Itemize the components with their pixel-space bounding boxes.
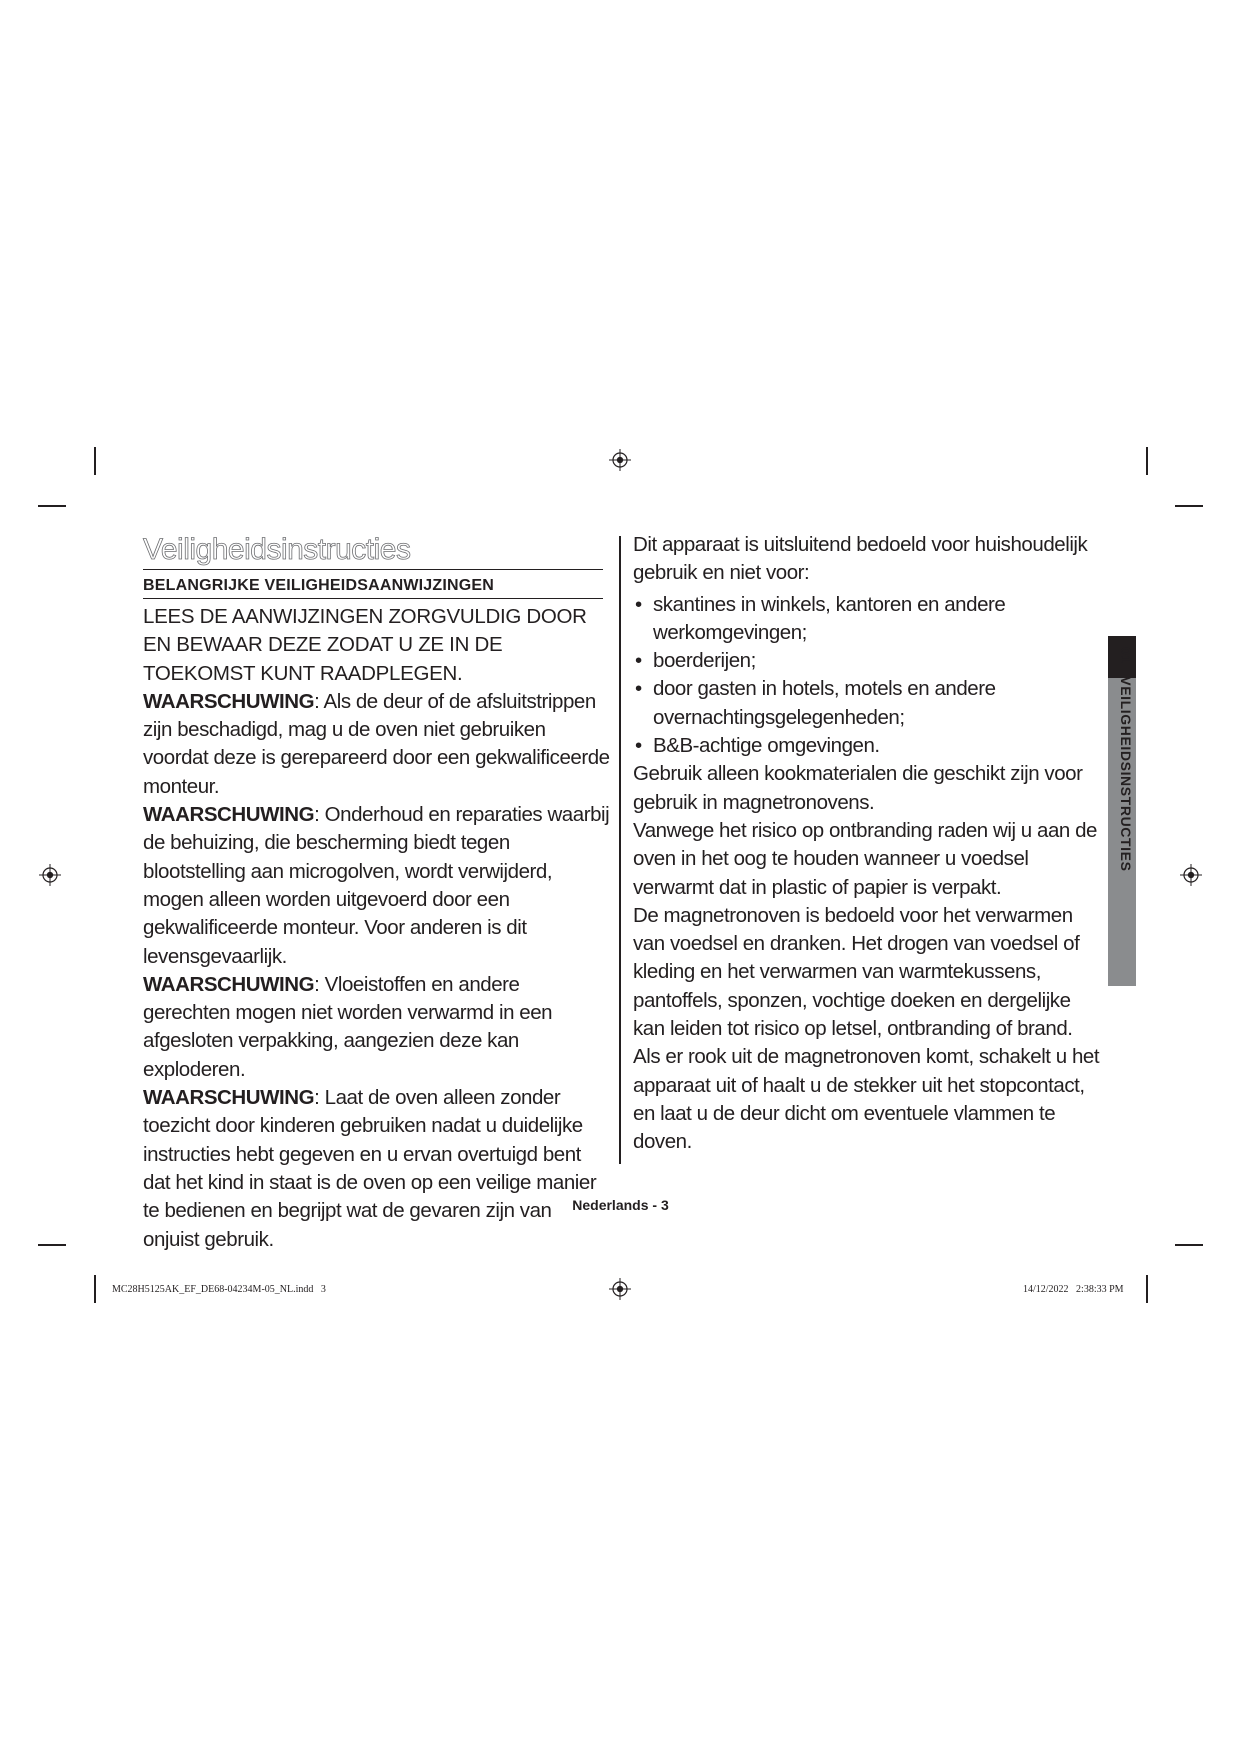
warning-paragraph	[143, 971, 611, 1084]
body-paragraph: Gebruik alleen kookmaterialen die geschikt zijn voor gebruik in magnetronovens.	[633, 762, 1083, 814]
registration-mark-icon	[609, 449, 631, 471]
chapter-side-label	[1114, 647, 1134, 907]
warning-text: : Onderhoud en reparaties waarbij de behuizing, die bescherming biedt tegen blootstelling aan microgolven, wordt verwijderd, mogen alleen worden uitgevoerd door een gekwalificeerde monteur. Voor anderen is dit levensgevaarlijk.	[143, 803, 610, 968]
crop-mark	[1146, 447, 1148, 475]
list-item: • door gasten in hotels, motels en andere overnachtingsgelegenheden;	[635, 677, 996, 729]
list-item: • B&B-achtige omgevingen.	[633, 732, 1103, 760]
body-paragraph: Als er rook uit de magnetronoven komt, schakelt u het apparaat uit of haalt u de stekker uit het stopcontact, en laat u de deur dicht om eventuele vlammen te doven.	[633, 1045, 1100, 1154]
registration-mark-icon	[1180, 864, 1202, 886]
left-column	[143, 603, 611, 1254]
registration-mark-icon	[609, 1278, 631, 1300]
chapter-title: VEILIGHEIDSINSTRUCTIES	[1118, 676, 1134, 872]
crop-mark	[94, 1275, 96, 1303]
registration-mark-icon	[39, 864, 61, 886]
bullet-icon: •	[635, 677, 642, 701]
warning-paragraph	[143, 688, 611, 801]
column-divider	[619, 536, 621, 1164]
crop-mark	[1146, 1275, 1148, 1303]
warning-text: : Vloeistoffen en andere gerechten mogen niet worden verwarmd in een afgesloten verpakking, aangezien deze kan exploderen.	[143, 972, 553, 1081]
section-title: Veiligheidsinstructies	[143, 532, 603, 570]
bullet-icon: •	[635, 649, 642, 673]
warning-label: WAARSCHUWING	[143, 689, 315, 713]
bullet-icon: •	[635, 592, 642, 616]
crop-mark	[1175, 505, 1203, 507]
crop-mark	[94, 447, 96, 475]
warning-paragraph	[143, 801, 611, 971]
chapter-number: 01	[1118, 647, 1134, 664]
exclusion-list	[633, 591, 1103, 761]
warning-label: WAARSCHUWING	[143, 972, 315, 996]
warning-paragraph	[143, 1084, 611, 1254]
page-number: Nederlands - 3	[572, 1197, 669, 1213]
warning-label: WAARSCHUWING	[143, 803, 315, 827]
crop-mark	[38, 505, 66, 507]
warning-text: : Laat de oven alleen zonder toezicht door kinderen gebruiken nadat u duidelijke instructies hebt gegeven en u ervan overtuigd bent dat het kind in staat is de oven op een veilige manier te bedienen en begrijpt wat de gevaren zijn van onjuist gebruik.	[143, 1086, 597, 1251]
body-paragraph: De magnetronoven is bedoeld voor het verwarmen van voedsel en dranken. Het drogen van voedsel of kleding en het verwarmen van warmtekussens, pantoffels, sponzen, vochtige doeken en dergelijke kan leiden tot risico op letsel, ontbranding of brand.	[633, 903, 1080, 1041]
household-use-intro: Dit apparaat is uitsluitend bedoeld voor huishoudelijk gebruik en niet voor:	[633, 533, 1088, 585]
crop-mark	[1175, 1244, 1203, 1246]
bullet-icon: •	[635, 734, 642, 758]
body-paragraph: Vanwege het risico op ontbranding raden wij u aan de oven in het oog te houden wanneer u voedsel verwarmt dat in plastic of papier is verpakt.	[633, 818, 1097, 899]
crop-mark	[38, 1244, 66, 1246]
print-timestamp: 14/12/2022 2:38:33 PM	[1023, 1284, 1124, 1295]
print-file-slug: MC28H5125AK_EF_DE68-04234M-05_NL.indd 3	[112, 1284, 326, 1295]
list-item: • boerderijen;	[633, 647, 1103, 675]
list-item: • skantines in winkels, kantoren en andere werkomgevingen;	[635, 592, 1006, 644]
warning-text: : Als de deur of de afsluitstrippen zijn beschadigd, mag u de oven niet gebruiken voordat deze is gerepareerd door een gekwalificeerde monteur.	[143, 689, 610, 798]
safety-subheading: BELANGRIJKE VEILIGHEIDSAANWIJZINGEN	[143, 576, 603, 599]
warning-label: WAARSCHUWING	[143, 1086, 315, 1110]
right-column	[633, 531, 1103, 1157]
read-instructions-notice: LEES DE AANWIJZINGEN ZORGVULDIG DOOR EN BEWAAR DEZE ZODAT U ZE IN DE TOEKOMST KUNT RAADPLEGEN.	[143, 605, 587, 685]
